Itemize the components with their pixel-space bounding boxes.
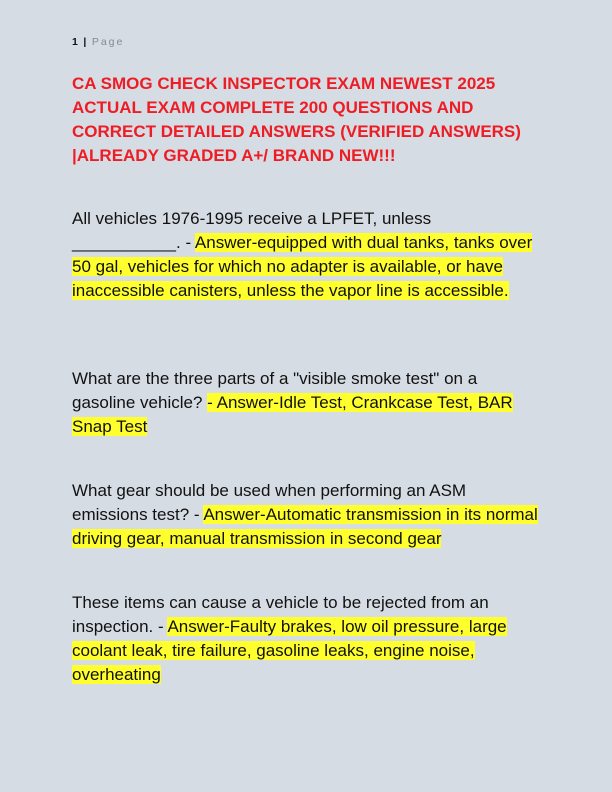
answer-text: - Answer-Idle Test, Crankcase Test, BAR Snap Test xyxy=(72,393,513,436)
answer-separator: - xyxy=(189,505,204,524)
document-title: CA SMOG CHECK INSPECTOR EXAM NEWEST 2025 ACTUAL EXAM COMPLETE 200 QUESTIONS AND CORRECT DETAILED ANSWERS (VERIFIED ANSWERS) |ALREADY GRADED A+/ BRAND NEW!!! xyxy=(72,74,521,165)
answer-separator: - xyxy=(180,233,195,252)
question-text: What are the three parts of a "visible smoke test" on a gasoline vehicle? xyxy=(72,369,478,412)
qa-item-4 xyxy=(72,591,542,687)
page-separator: | xyxy=(83,36,87,48)
question-text: These items can cause a vehicle to be rejected from an inspection. xyxy=(72,593,489,636)
page-label: Page xyxy=(91,36,125,48)
answer-separator: - xyxy=(153,617,168,636)
qa-item-3 xyxy=(72,479,542,551)
question-text: All vehicles 1976-1995 receive a LPFET, unless ___________. xyxy=(72,209,432,252)
page-header xyxy=(72,36,124,48)
qa-item-2 xyxy=(72,367,542,439)
question-text: What gear should be used when performing an ASM emissions test? xyxy=(72,481,467,524)
answer-text: Answer-Faulty brakes, low oil pressure, large coolant leak, tire failure, gasoline leaks, engine noise, overheating xyxy=(72,617,507,684)
answer-text: Answer-Automatic transmission in its normal driving gear, manual transmission in second gear xyxy=(72,505,538,548)
page-number: 1 xyxy=(72,36,79,48)
qa-item-1 xyxy=(72,207,542,303)
answer-text: Answer-equipped with dual tanks, tanks over 50 gal, vehicles for which no adapter is available, or have inaccessible canisters, unless the vapor line is accessible. xyxy=(72,233,533,300)
